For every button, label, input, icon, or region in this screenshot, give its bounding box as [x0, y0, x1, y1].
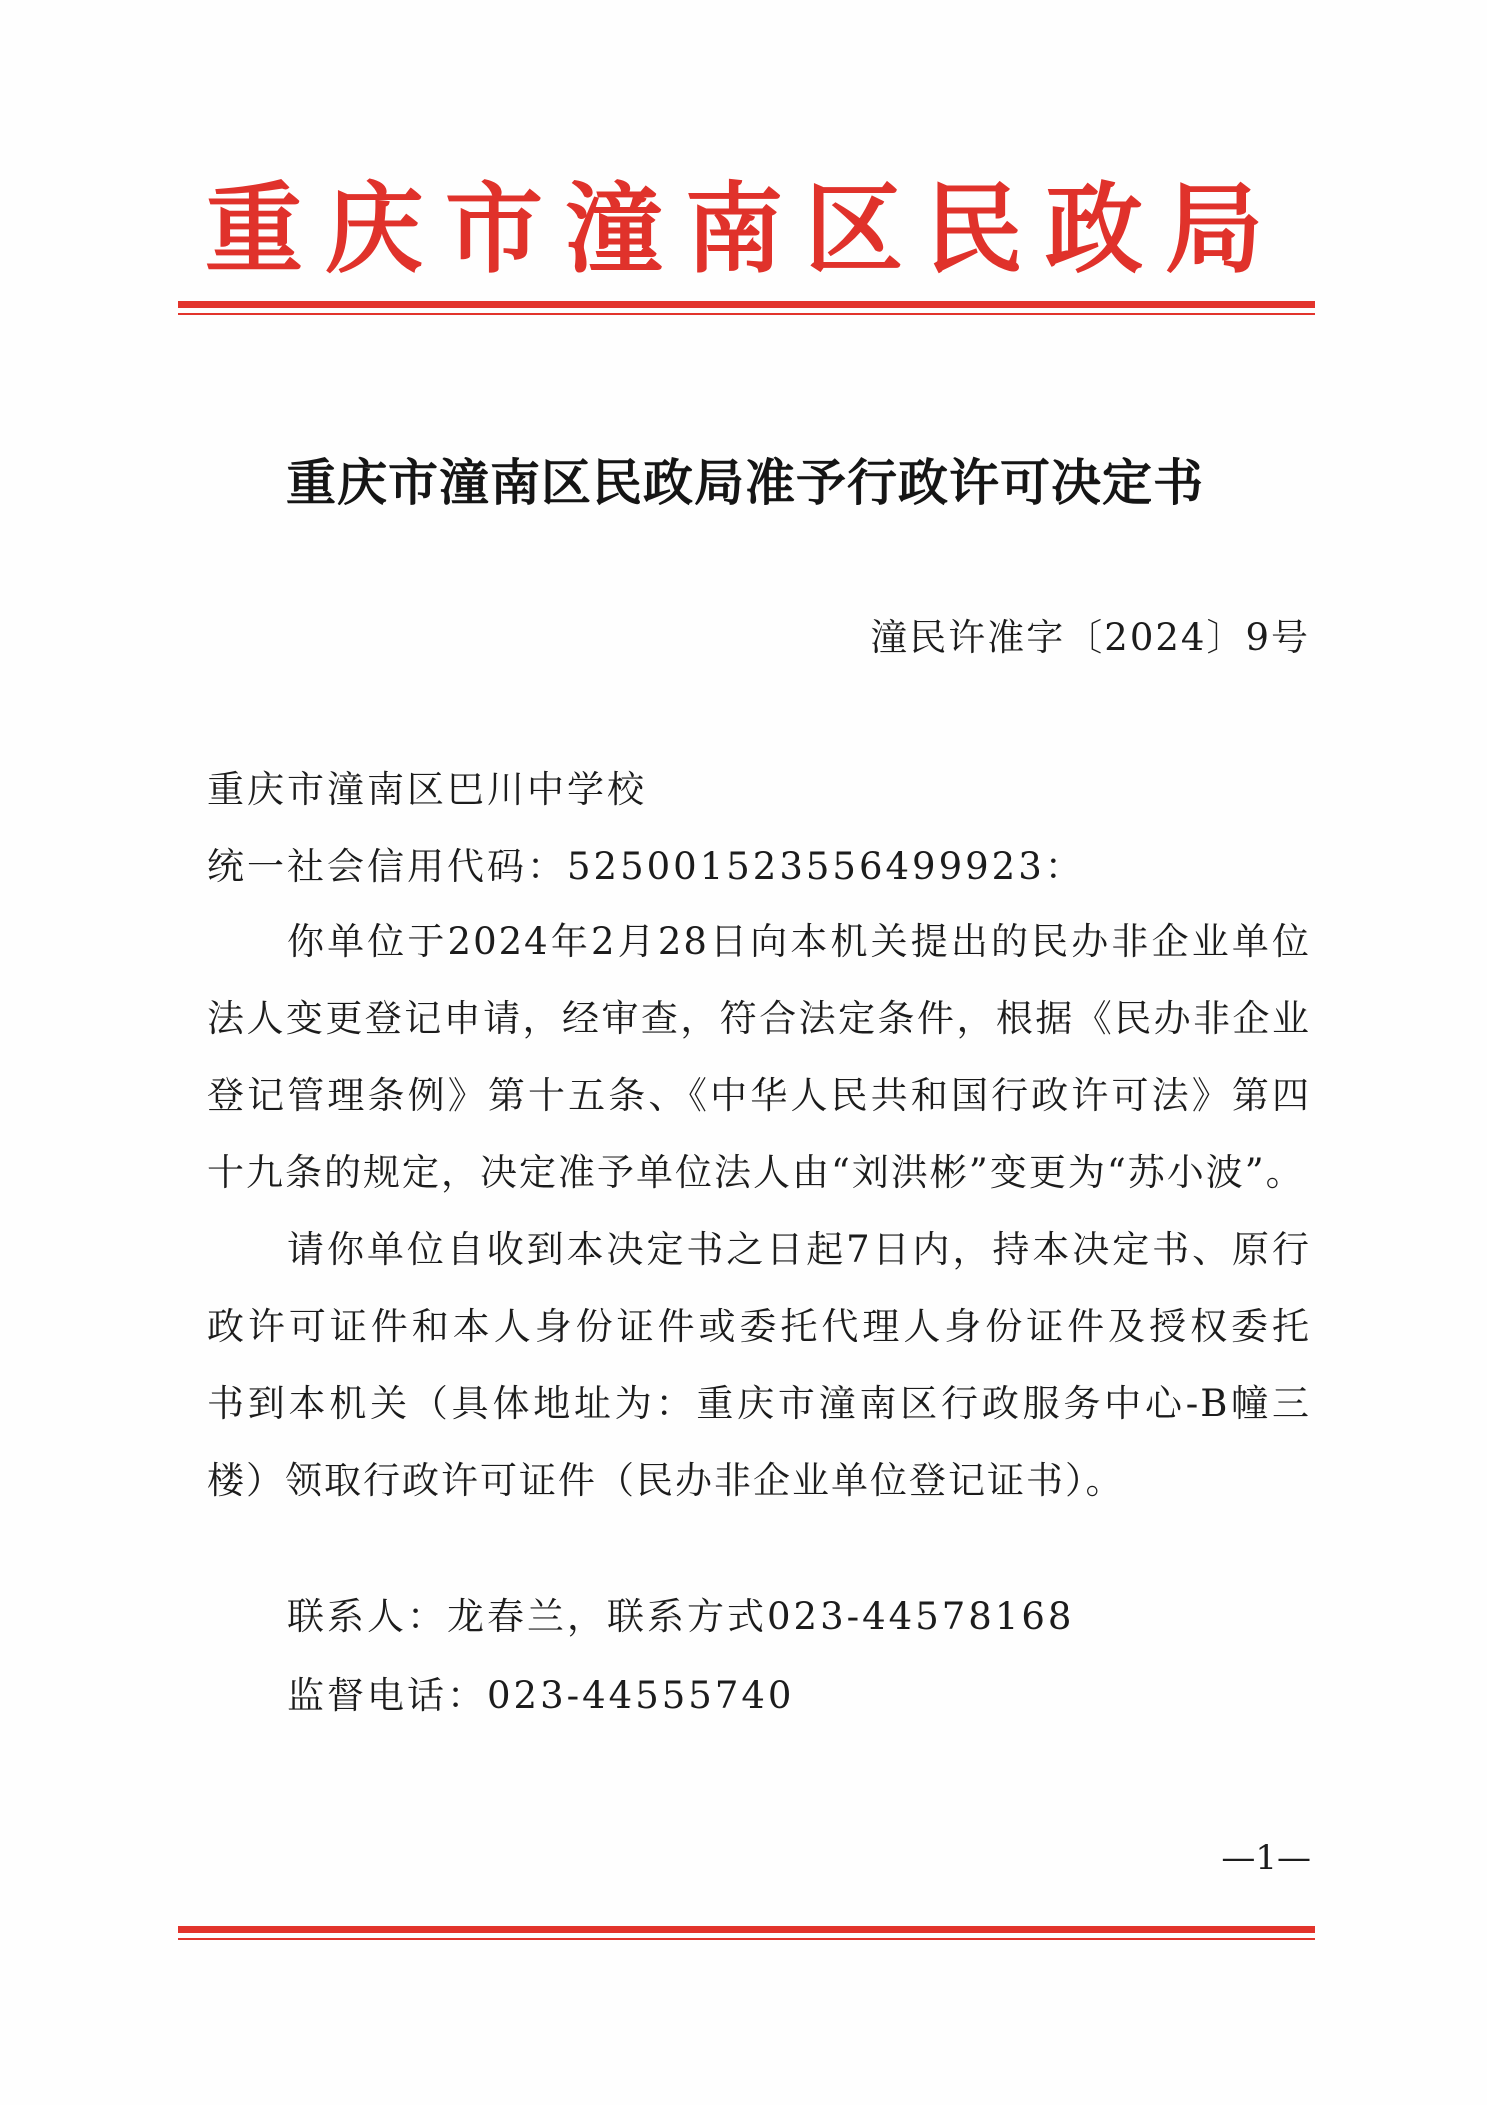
page-number: —1—: [1221, 1838, 1311, 1878]
footer-red-rule: [178, 1926, 1315, 1940]
red-rule-thick: [178, 301, 1315, 308]
paragraph-line: 十九条的规定，决定准予单位法人由“刘洪彬”变更为“苏小波”。: [207, 1151, 1305, 1194]
paragraph-line: 登记管理条例》第十五条、《中华人民共和国行政许可法》第四: [207, 1074, 1311, 1117]
recipient-name: 重庆市潼南区巴川中学校: [207, 768, 647, 811]
masthead-org-name: 重庆市潼南区民政局: [204, 173, 1285, 287]
red-rule-thin: [178, 313, 1315, 315]
masthead-red-rule: [178, 301, 1315, 315]
paragraph-line: 法人变更登记申请，经审查，符合法定条件，根据《民办非企业: [207, 997, 1311, 1040]
paragraph-line: 你单位于2024年2月28日向本机关提出的民办非企业单位: [287, 920, 1311, 963]
paragraph-line: 请你单位自收到本决定书之日起7日内，持本决定书、原行: [287, 1228, 1311, 1271]
red-rule-thick: [178, 1926, 1315, 1933]
credit-code-line: 统一社会信用代码：525001523556499923：: [207, 845, 1085, 888]
paragraph-line: 政许可证件和本人身份证件或委托代理人身份证件及授权委托: [207, 1305, 1311, 1348]
supervise-phone: 监督电话：023-44555740: [287, 1674, 795, 1717]
red-rule-thin: [178, 1938, 1315, 1940]
contact-person: 联系人：龙春兰，联系方式023-44578168: [287, 1595, 1075, 1638]
paragraph-line: 楼）领取行政许可证件（民办非企业单位登记证书）。: [207, 1459, 1125, 1502]
document-number: 潼民许准字〔2024〕9号: [870, 616, 1310, 659]
document-title: 重庆市潼南区民政局准予行政许可决定书: [286, 453, 1204, 512]
paragraph-line: 书到本机关（具体地址为：重庆市潼南区行政服务中心-B幢三: [207, 1382, 1311, 1425]
